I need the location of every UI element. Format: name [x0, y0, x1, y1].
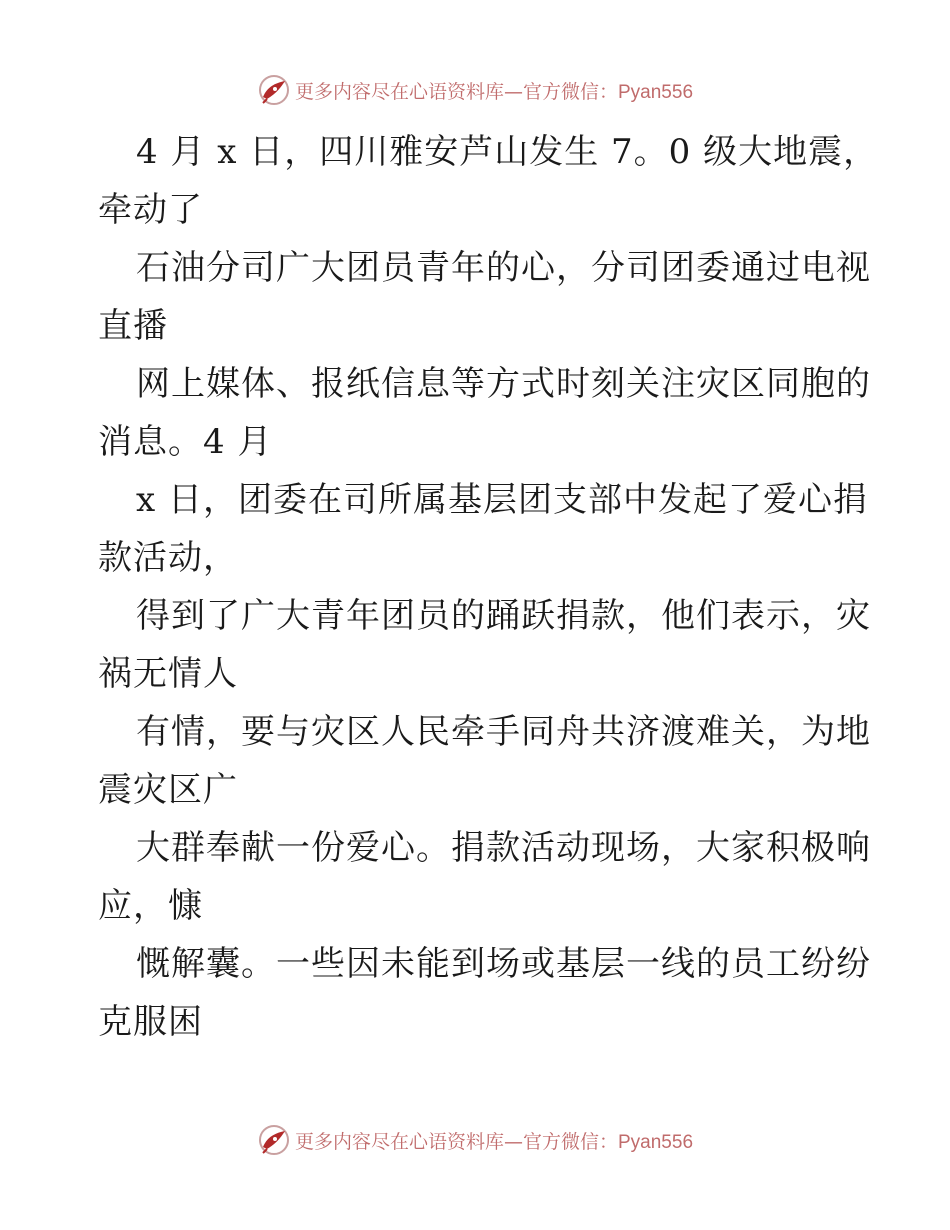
watermark-text: 更多内容尽在心语资料库—官方微信：Pyan556	[294, 80, 694, 103]
paragraph-line: 网上媒体、报纸信息等方式时刻关注灾区同胞的	[136, 364, 871, 404]
paragraph-line: x 日，团委在司所属基层团支部中发起了爱心捐	[136, 480, 868, 520]
paragraph-line: 祸无情人	[98, 654, 238, 694]
paragraph-line: 有情，要与灾区人民牵手同舟共济渡难关，为地	[136, 712, 871, 752]
watermark-handle: Pyan556	[618, 81, 694, 103]
paragraph-line: 直播	[98, 306, 168, 346]
document-body	[98, 123, 879, 1051]
paragraph	[98, 587, 871, 703]
header-watermark	[0, 70, 950, 110]
paragraph-line: 得到了广大青年团员的踊跃捐款，他们表示，灾	[136, 596, 871, 636]
paragraph-line: 4 月 x 日，四川雅安芦山发生 7。0 级大地震，	[136, 132, 879, 172]
paragraph	[98, 355, 871, 471]
paragraph	[98, 471, 868, 587]
paragraph-line: 大群奉献一份爱心。捐款活动现场，大家积极响	[136, 828, 871, 868]
paragraph-line: 震灾区广	[98, 770, 238, 810]
pen-nib-logo-icon	[257, 1123, 291, 1157]
paragraph-line: 石油分司广大团员青年的心，分司团委通过电视	[136, 248, 871, 288]
pen-nib-logo-icon	[257, 73, 291, 107]
paragraph	[98, 239, 871, 355]
paragraph	[98, 123, 879, 239]
watermark-handle: Pyan556	[618, 1131, 694, 1153]
paragraph-line: 慨解囊。一些因未能到场或基层一线的员工纷纷	[136, 944, 871, 984]
paragraph	[98, 703, 871, 819]
paragraph-line: 款活动，	[98, 538, 238, 578]
paragraph-line: 牵动了	[98, 190, 203, 230]
footer-watermark	[0, 1120, 950, 1160]
paragraph-line: 消息。4 月	[98, 422, 273, 462]
watermark-text: 更多内容尽在心语资料库—官方微信：Pyan556	[294, 1130, 694, 1153]
paragraph-line: 克服困	[98, 1002, 203, 1042]
paragraph	[98, 819, 871, 935]
paragraph	[98, 935, 871, 1051]
paragraph-line: 应，慷	[98, 886, 203, 926]
